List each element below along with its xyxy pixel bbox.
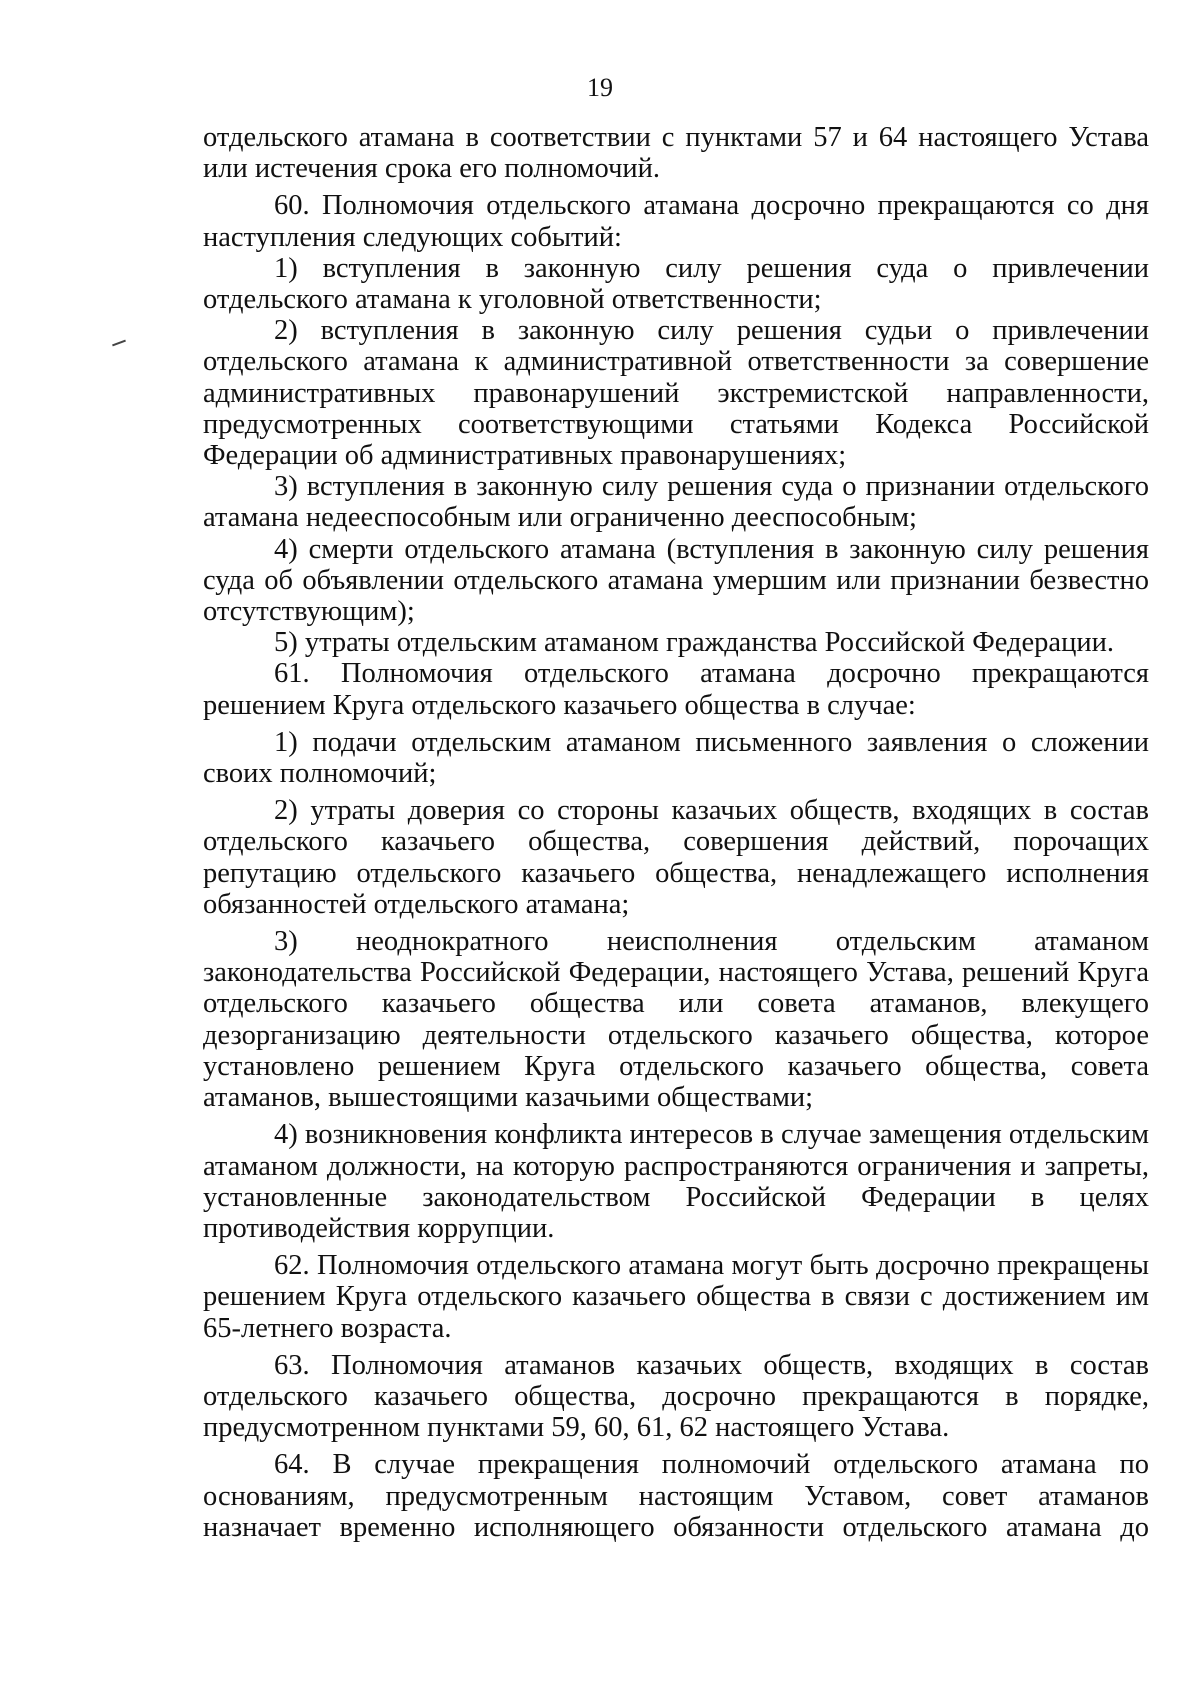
paragraph-line: установлено решением Круга отдельского казачьего общества, совета xyxy=(203,1050,1149,1082)
paragraph-line: обязанностей отдельского атамана; xyxy=(203,888,630,920)
paragraph-line: основаниям, предусмотренным настоящим Уставом, совет атаманов xyxy=(203,1480,1149,1512)
clause-62: 62. Полномочия отдельского атамана могут быть досрочно прекращены xyxy=(274,1250,1149,1282)
paragraph-line: отсутствующим); xyxy=(203,596,415,628)
paragraph-line: административных правонарушений экстремистской направленности, xyxy=(203,377,1149,409)
paragraph-line: атаманом должности, на которую распространяются ограничения и запреты, xyxy=(203,1150,1149,1182)
paragraph-line: суда об объявлении отдельского атамана умершим или признании безвестно xyxy=(203,564,1149,596)
page-number: 19 xyxy=(587,73,613,102)
margin-pen-mark xyxy=(112,340,126,347)
clause-61-item-1: 1) подачи отдельским атаманом письменного заявления о сложении xyxy=(274,726,1149,758)
clause-60-item-3: 3) вступления в законную силу решения суда о признании отдельского xyxy=(274,471,1149,503)
paragraph: отдельского атамана в соответствии с пунктами 57 и 64 настоящего Устава xyxy=(203,122,1149,153)
paragraph-line: своих полномочий; xyxy=(203,758,437,790)
paragraph-line: наступления следующих событий: xyxy=(203,221,622,253)
clause-60-item-5: 5) утраты отдельским атаманом гражданства Российской Федерации. xyxy=(274,627,1114,659)
paragraph-line: отдельского атамана к уголовной ответственности; xyxy=(203,284,822,316)
paragraph-line: отдельского казачьего общества, совершения действий, порочащих xyxy=(203,826,1149,858)
paragraph-line: законодательства Российской Федерации, настоящего Устава, решений Круга xyxy=(203,957,1149,989)
paragraph-line: решением Круга отдельского казачьего общества в связи с достижением им xyxy=(203,1281,1149,1313)
paragraph-line: предусмотренных соответствующими статьями Кодекса Российской xyxy=(203,408,1149,440)
clause-60-item-2: 2) вступления в законную силу решения судьи о привлечении xyxy=(274,315,1149,347)
paragraph-line: противодействия коррупции. xyxy=(203,1212,555,1244)
clause-61-item-4: 4) возникновения конфликта интересов в случае замещения отдельским xyxy=(274,1119,1149,1151)
paragraph-line: или истечения срока его полномочий. xyxy=(203,153,661,185)
clause-63: 63. Полномочия атаманов казачьих обществ, входящих в состав xyxy=(274,1349,1149,1381)
paragraph-line: предусмотренном пунктами 59, 60, 61, 62 настоящего Устава. xyxy=(203,1412,950,1444)
paragraph-line: отдельского атамана к административной ответственности за совершение xyxy=(203,346,1149,378)
clause-64: 64. В случае прекращения полномочий отдельского атамана по xyxy=(274,1449,1149,1481)
document-body xyxy=(203,122,1149,1543)
paragraph-line: репутацию отдельского казачьего общества, ненадлежащего исполнения xyxy=(203,857,1149,889)
paragraph-line: отдельского казачьего общества или совета атаманов, влекущего xyxy=(203,988,1149,1020)
paragraph-line: 65-летнего возраста. xyxy=(203,1312,452,1344)
clause-61-item-2: 2) утраты доверия со стороны казачьих обществ, входящих в состав xyxy=(274,795,1149,827)
paragraph-line: атаманов, вышестоящими казачьими обществами; xyxy=(203,1082,814,1114)
clause-61: 61. Полномочия отдельского атамана досрочно прекращаются xyxy=(274,658,1149,690)
clause-60-item-1: 1) вступления в законную силу решения суда о привлечении xyxy=(274,252,1149,284)
clause-61-item-3: 3) неоднократного неисполнения отдельским атаманом xyxy=(274,926,1149,958)
paragraph-line: назначает временно исполняющего обязанности отдельского атамана до xyxy=(203,1511,1149,1543)
paragraph-line: атамана недееспособным или ограниченно дееспособным; xyxy=(203,502,917,534)
paragraph-line: установленные законодательством Российской Федерации в целях xyxy=(203,1181,1149,1213)
paragraph-line: Федерации об административных правонарушениях; xyxy=(203,440,847,472)
clause-60: 60. Полномочия отдельского атамана досрочно прекращаются со дня xyxy=(274,190,1149,222)
paragraph-line: отдельского казачьего общества, досрочно прекращаются в порядке, xyxy=(203,1380,1149,1412)
clause-60-item-4: 4) смерти отдельского атамана (вступления в законную силу решения xyxy=(274,533,1149,565)
paragraph-line: дезорганизацию деятельности отдельского казачьего общества, которое xyxy=(203,1019,1149,1051)
paragraph-line: решением Круга отдельского казачьего общества в случае: xyxy=(203,689,916,721)
